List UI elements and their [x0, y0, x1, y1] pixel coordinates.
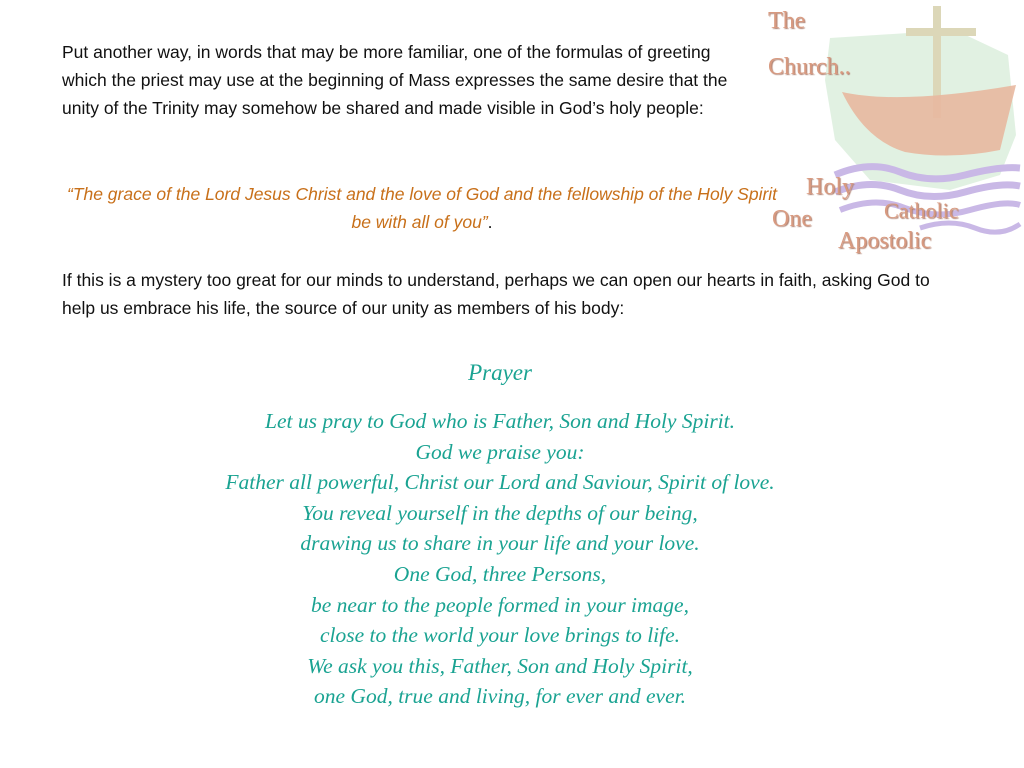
- prayer-line: Let us pray to God who is Father, Son and Holy Spirit.: [264, 409, 736, 433]
- mystery-paragraph: If this is a mystery too great for our minds to understand, perhaps we can open our hearts in faith, asking God to help us embrace his life, the source of our unity as members of his body:: [62, 270, 930, 318]
- quote-text: The grace of the Lord Jesus Christ and the love of God and the fellowship of the Holy Spirit be with all of you: [72, 184, 778, 232]
- prayer-line: We ask you this, Father, Son and Holy Spirit,: [307, 653, 693, 678]
- quote-close-mark: ”: [481, 212, 488, 232]
- quote-open-mark: “: [66, 184, 73, 204]
- logo-word-the: The: [768, 8, 806, 34]
- greeting-quote: [62, 180, 782, 236]
- prayer-line: close to the world your love brings to life.: [319, 623, 681, 648]
- prayer-block: [0, 356, 1000, 712]
- prayer-line: One God, three Persons,: [393, 561, 607, 586]
- prayer-title: Prayer: [468, 360, 532, 385]
- prayer-line: drawing us to share in your life and your love.: [300, 531, 700, 556]
- intro-paragraph: Put another way, in words that may be more familiar, one of the formulas of greeting which the priest may use at the beginning of Mass expresses the same desire that the unity of the Trinity may somehow be shared and made visible in God’s holy people:: [62, 42, 728, 118]
- logo-word-catholic: Catholic: [884, 198, 959, 223]
- prayer-line: Father all powerful, Christ our Lord and Saviour, Spirit of love.: [225, 470, 775, 495]
- logo-word-holy: Holy: [806, 174, 854, 200]
- church-logo: [750, 0, 1024, 268]
- logo-word-church: Church..: [768, 54, 851, 80]
- quote-period: .: [487, 212, 493, 232]
- prayer-line: God we praise you:: [415, 439, 585, 464]
- logo-word-one: One: [772, 206, 812, 232]
- prayer-line: You reveal yourself in the depths of our being,: [302, 500, 698, 525]
- prayer-line: one God, true and living, for ever and ever.: [314, 684, 686, 709]
- logo-word-apostolic: Apostolic: [838, 228, 932, 254]
- prayer-line: be near to the people formed in your image,: [311, 592, 689, 617]
